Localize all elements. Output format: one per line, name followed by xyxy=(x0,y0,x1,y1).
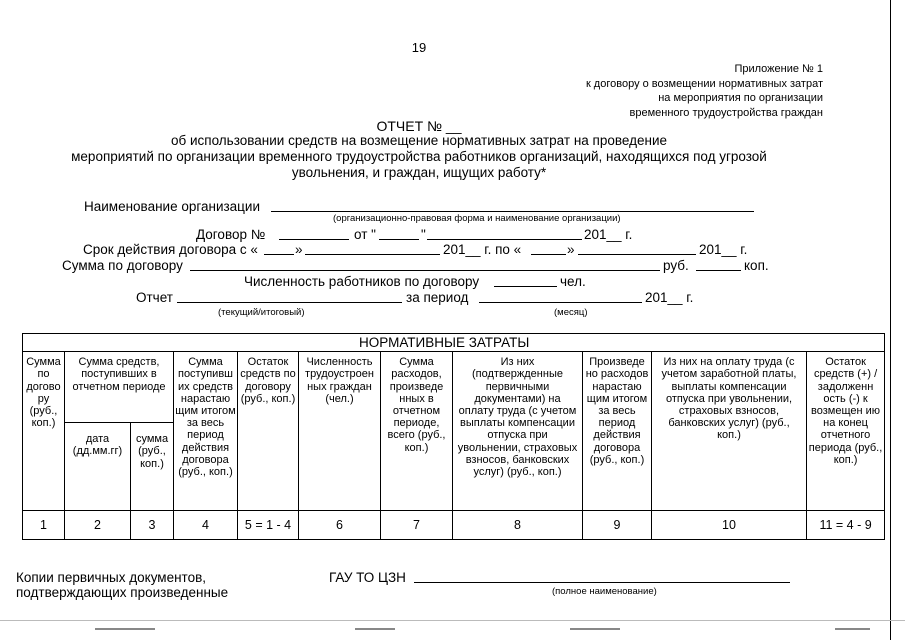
page-bottom-edge xyxy=(0,620,905,621)
appendix-line: на мероприятия по организации xyxy=(658,92,823,104)
report-subtitle-1: об использовании средств на возмещение нормативных затрат на проведение xyxy=(171,133,667,148)
report-hint: (текущий/итоговый) xyxy=(218,307,305,318)
header-amount: сумма (руб., коп.) xyxy=(131,423,174,511)
headcount-unit: чел. xyxy=(560,274,586,289)
column-number: 10 xyxy=(652,511,807,540)
footer-left-line-2: подтверждающих произведенные xyxy=(16,585,229,600)
term-close-quote-2: » xyxy=(567,242,575,257)
contract-month-field[interactable] xyxy=(427,227,582,240)
org-label: Наименование организации xyxy=(84,199,260,214)
org-hint: (организационно-правовая форма и наименование организации) xyxy=(333,213,621,224)
scan-artifact xyxy=(570,628,620,630)
gau-label: ГАУ ТО ЦЗН xyxy=(329,570,406,585)
normative-costs-table xyxy=(22,333,885,540)
contract-number-field[interactable] xyxy=(279,227,349,240)
page-number: 19 xyxy=(411,40,427,55)
contract-label: Договор № xyxy=(196,227,266,242)
scan-artifact xyxy=(355,628,395,630)
sum-field[interactable] xyxy=(190,258,660,271)
report-subtitle-2: мероприятий по организации временного трудоустройства работников организаций, находящихся под угрозой xyxy=(71,149,767,164)
column-number: 5 = 1 - 4 xyxy=(238,511,299,540)
header-employed-count: Численность трудоустроен ных граждан (чел.) xyxy=(299,352,381,511)
appendix-line: к договору о возмещении нормативных затрат xyxy=(585,77,823,90)
org-field[interactable] xyxy=(271,199,754,212)
contract-from: от " xyxy=(354,227,376,242)
column-number: 6 xyxy=(299,511,381,540)
header-period-expenses: Сумма расходов, произведе нных в отчетном периоде, всего (руб., коп.) xyxy=(381,352,453,511)
headcount-label: Численность работников по договору xyxy=(244,274,480,289)
report-type-field[interactable] xyxy=(177,290,402,303)
page-right-border xyxy=(890,0,891,640)
report-subtitle-3: увольнения, и граждан, ищущих работу* xyxy=(291,165,547,180)
month-hint: (месяц) xyxy=(554,307,588,318)
headcount-field[interactable] xyxy=(494,274,557,287)
term-year: 201__ г. по « xyxy=(443,242,522,257)
header-contract-sum: Сумма по догово ру (руб., коп.) xyxy=(23,352,65,511)
contract-year: 201__ г. xyxy=(584,227,633,242)
header-cumulative-received: Сумма поступивш их средств нарастаю щим итогом за весь период действия договора (руб., коп.) xyxy=(174,352,238,511)
appendix-line: временного трудоустройства граждан xyxy=(629,106,823,119)
column-number: 3 xyxy=(131,511,174,540)
contract-day-field[interactable] xyxy=(379,227,419,240)
column-number: 4 xyxy=(174,511,238,540)
header-labor-expenses: Из них (подтвержденные первичными документами) на оплату труда (с учетом выплаты компенсации отпуска при увольнении, страховых взносов, банковских услуг) (руб., коп.) xyxy=(453,352,583,511)
column-number: 1 xyxy=(23,511,65,540)
gau-hint: (полное наименование) xyxy=(552,586,657,597)
sum-kop-field[interactable] xyxy=(696,258,741,271)
term-day-field[interactable] xyxy=(264,242,294,255)
column-number: 7 xyxy=(381,511,453,540)
column-number: 9 xyxy=(583,511,652,540)
report-label: Отчет xyxy=(136,290,173,305)
period-month-field[interactable] xyxy=(479,290,642,303)
scan-artifact xyxy=(835,628,870,630)
header-balance: Остаток средств по договору (руб., коп.) xyxy=(238,352,299,511)
period-label: за период xyxy=(406,290,469,305)
header-cumulative-expenses: Произведе но расходов нарастаю щим итогом за весь период действия договора (руб., коп.) xyxy=(583,352,652,511)
term-month2-field[interactable] xyxy=(578,242,696,255)
column-number: 8 xyxy=(453,511,583,540)
scan-artifact xyxy=(95,628,155,630)
header-date: дата (дд.мм.гг) xyxy=(65,423,131,511)
footer-left-line-1: Копии первичных документов, xyxy=(16,570,206,585)
contract-quote: " xyxy=(421,227,426,242)
header-cumulative-labor: Из них на оплату труда (с учетом заработной платы, выплаты компенсации отпуска при увольнении, страховых взносов, банковских услуг) (руб., коп.) xyxy=(652,352,807,511)
period-year: 201__ г. xyxy=(645,290,694,305)
appendix-line: Приложение № 1 xyxy=(734,63,823,75)
term-close-quote: » xyxy=(295,242,303,257)
term-label: Срок действия договора с « xyxy=(83,242,258,257)
gau-name-field[interactable] xyxy=(414,570,790,583)
column-number: 11 = 4 - 9 xyxy=(807,511,885,540)
term-month-field[interactable] xyxy=(305,242,440,255)
sum-rub: руб. xyxy=(663,258,689,273)
term-year-2: 201__ г. xyxy=(699,242,748,257)
term-day2-field[interactable] xyxy=(531,242,566,255)
sum-kop: коп. xyxy=(744,258,769,273)
header-received-funds: Сумма средств, поступивших в отчетном периоде xyxy=(65,352,174,423)
column-number: 2 xyxy=(65,511,131,540)
table-title: НОРМАТИВНЫЕ ЗАТРАТЫ xyxy=(23,334,885,352)
appendix-block xyxy=(586,62,823,120)
report-title: ОТЧЕТ № __ xyxy=(376,118,462,134)
sum-label: Сумма по договору xyxy=(62,258,183,273)
header-remaining-balance: Остаток средств (+) / задолженн ость (-) к возмещен ию на конец отчетного периода (руб., коп.) xyxy=(807,352,885,511)
